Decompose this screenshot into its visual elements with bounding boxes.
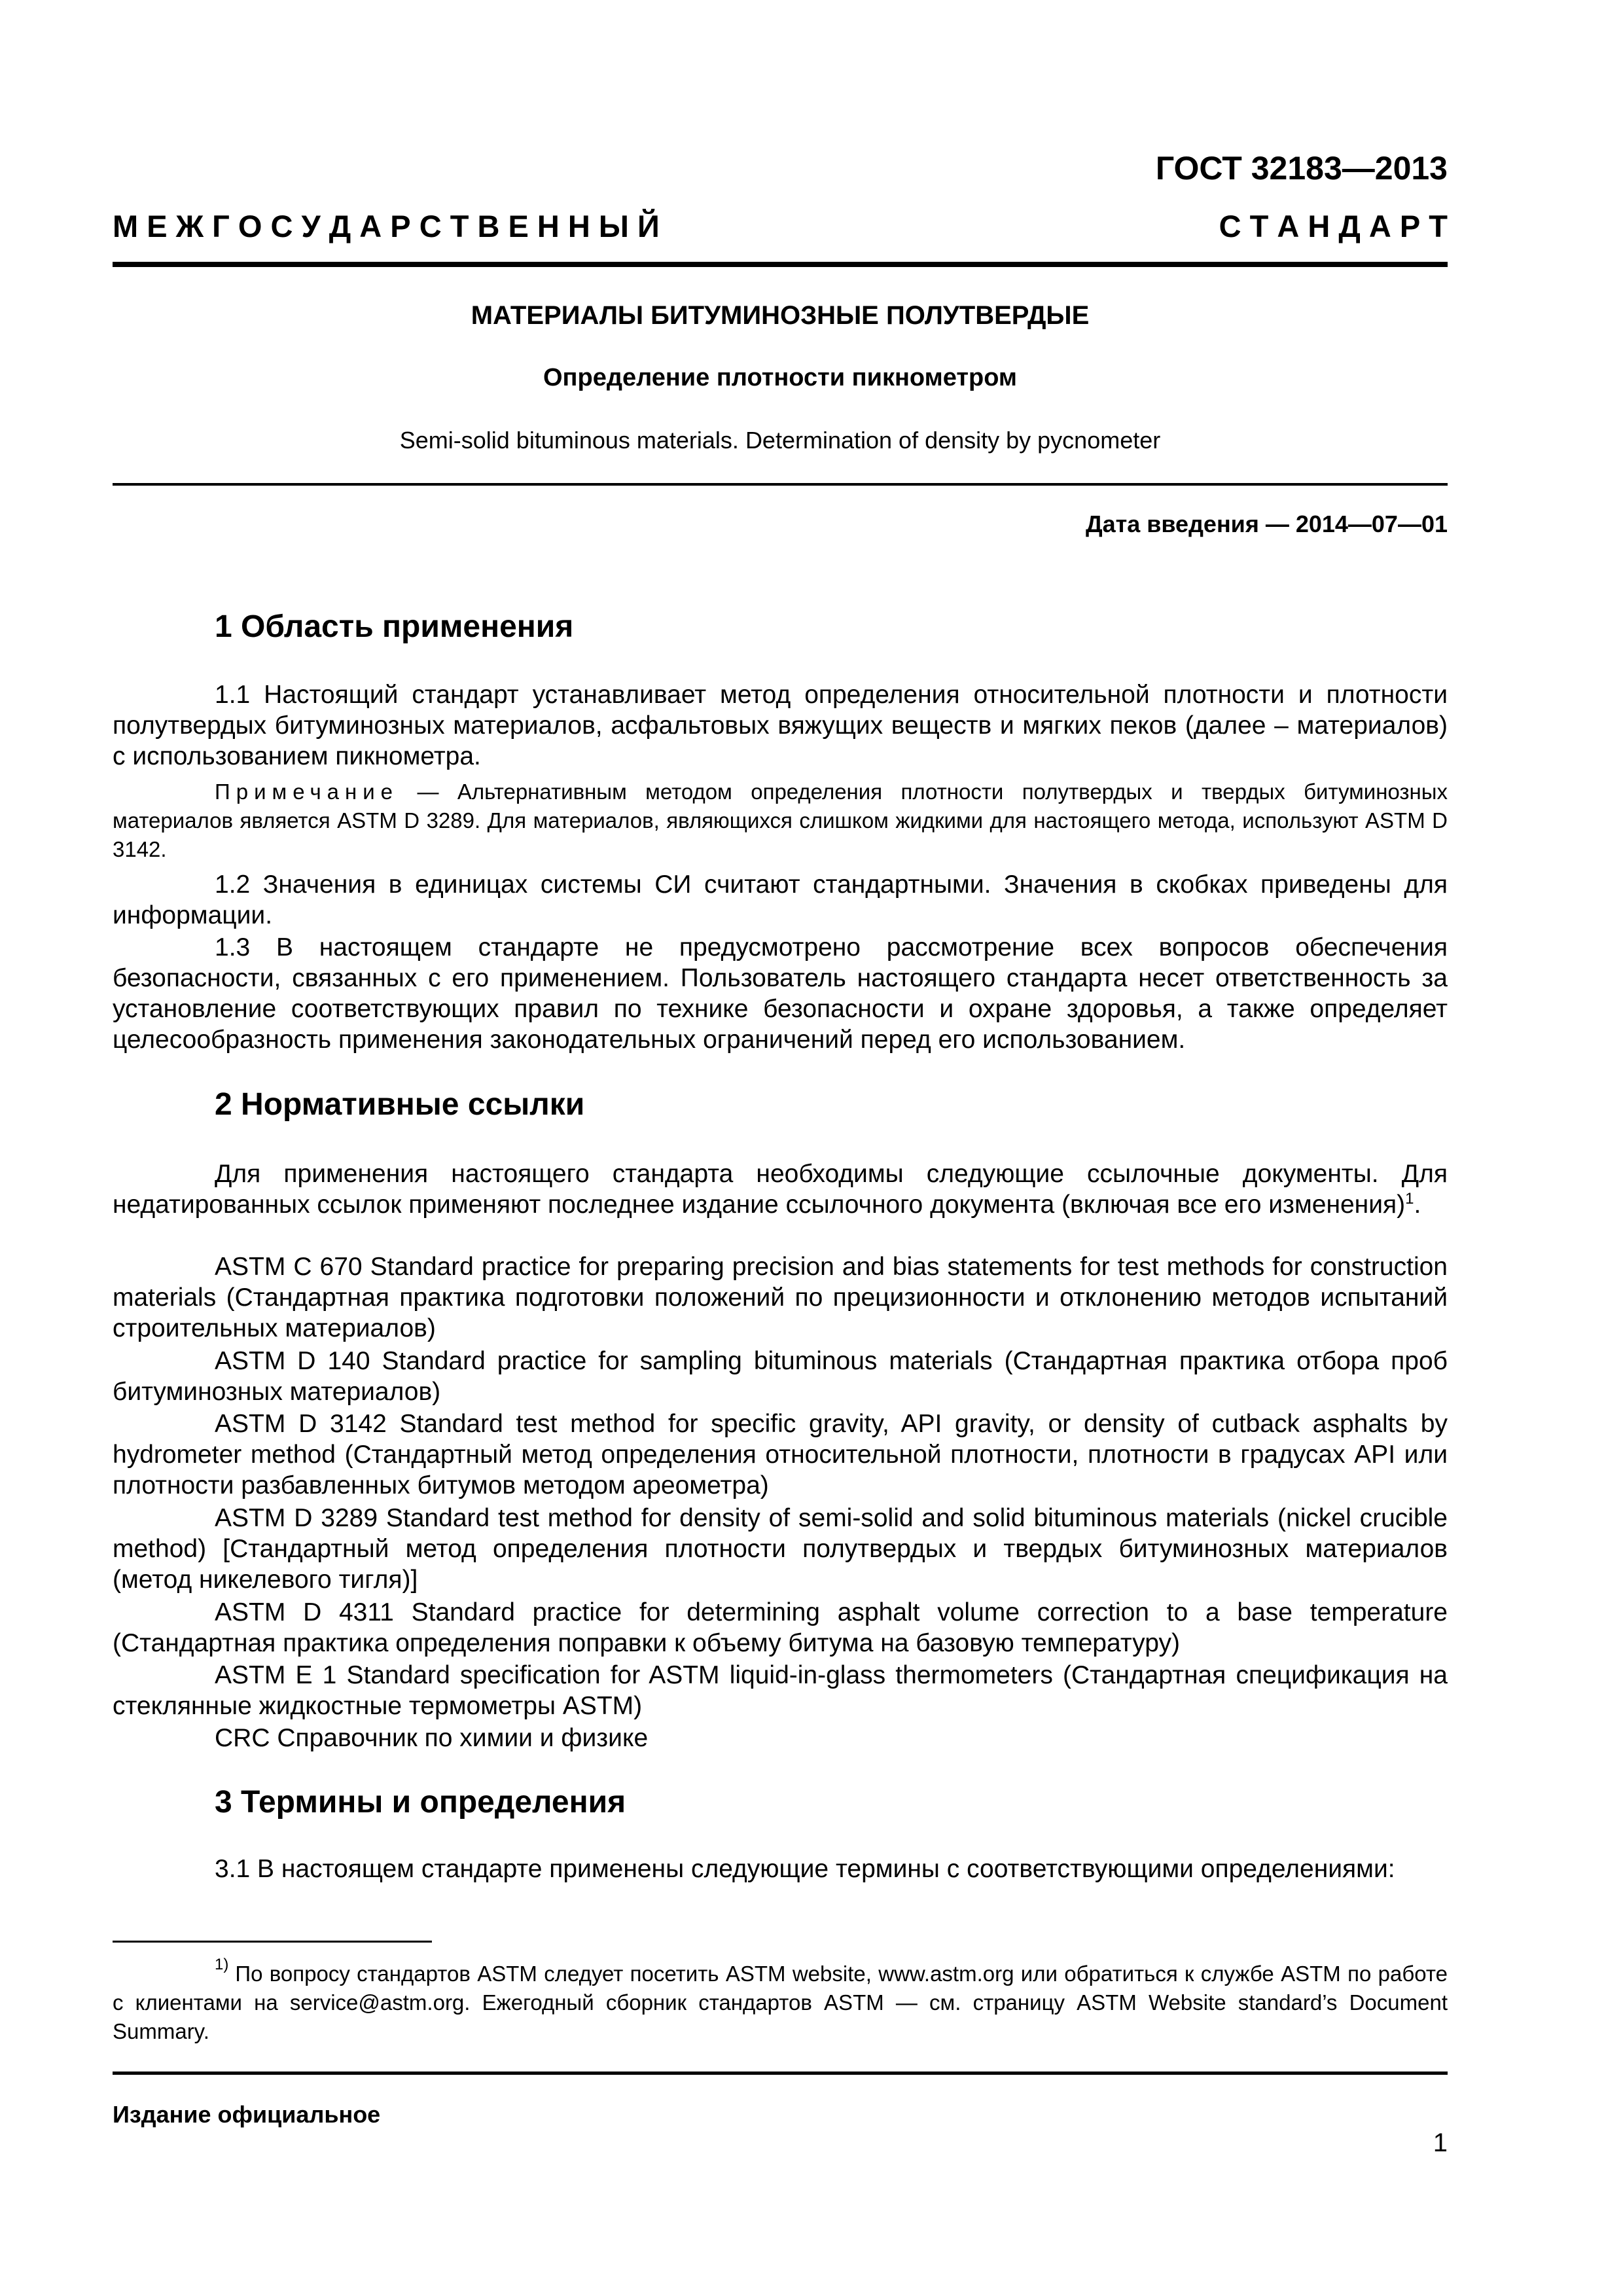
- reference-astm-c670: ASTM C 670 Standard practice for preparing precision and bias statements for test methods for construction materials (Стандартная практика подготовки положений по прецизионности и отклонению методов испытаний строительных материалов): [113, 1253, 1448, 1342]
- reference-astm-e1: ASTM E 1 Standard specification for ASTM liquid-in-glass thermometers (Стандартная спецификация на стеклянные жидкостные термометры ASTM): [113, 1661, 1448, 1720]
- footnote-reference: 1: [1405, 1190, 1414, 1208]
- standard-type-word-interstate: М Е Ж Г О С У Д А Р С Т В Е Н Н Ы Й: [113, 209, 660, 243]
- gost-number: ГОСТ 32183—2013: [1155, 150, 1448, 187]
- document-title-english: Semi-solid bituminous materials. Determination of density by pycnometer: [399, 427, 1161, 454]
- reference-astm-d4311: ASTM D 4311 Standard practice for determining asphalt volume correction to a base temperature (Стандартная практика определения поправки к объему битума на базовую температуру): [113, 1598, 1448, 1657]
- introduction-date: Дата введения — 2014—07—01: [1085, 511, 1448, 537]
- footnote-separator: [113, 1941, 432, 1943]
- paragraph-1-2: 1.2 Значения в единицах системы СИ считают стандартными. Значения в скобках приведены для информации.: [113, 870, 1448, 929]
- section-2-intro-end: .: [1414, 1191, 1421, 1219]
- reference-astm-d3289: ASTM D 3289 Standard test method for density of semi-solid and solid bituminous materials (nickel crucible method) [Стандартный метод определения плотности полутвердых и твердых битуминозных материалов (метод никелевого тигля)]: [113, 1504, 1448, 1594]
- footer-rule: [113, 2072, 1448, 2075]
- section-2-intro: [113, 1158, 1448, 1220]
- footnote-marker: 1): [215, 1956, 229, 1973]
- official-edition-label: Издание официальное: [113, 2101, 381, 2128]
- reference-astm-d3142: ASTM D 3142 Standard test method for specific gravity, API gravity, or density of cutback asphalts by hydrometer method (Стандартный метод определения относительной плотности, плотности в градусах API или плотности разбавленных битумов методом ареометра): [113, 1410, 1448, 1499]
- footnote-text: По вопросу стандартов ASTM следует посетить ASTM website, www.astm.org или обратиться к службе ASTM по работе с клиентами на service@astm.org. Ежегодный сборник стандартов ASTM — см. страницу ASTM Website standard’s Document Summary.: [113, 1962, 1448, 2043]
- note-paragraph: [113, 778, 1448, 864]
- section-2-heading: 2 Нормативные ссылки: [215, 1087, 585, 1122]
- title-rule: [113, 483, 1448, 486]
- note-text: — Альтернативным методом определения плотности полутвердых и твердых битуминозных материалов является ASTM D 3289. Для материалов, являющихся слишком жидкими для настоящего метода, используют ASTM D 3142.: [113, 780, 1448, 861]
- section-3-heading: 3 Термины и определения: [215, 1785, 626, 1820]
- footnote: [113, 1950, 1448, 2046]
- standard-type-heading: [113, 208, 1448, 244]
- paragraph-1-3: 1.3 В настоящем стандарте не предусмотрено рассмотрение всех вопросов обеспечения безопасности, связанных с его применением. Пользователь настоящего стандарта несет ответственность за установление соответствующих правил по технике безопасности и охране здоровья, а также определяет целесообразность применения законодательных ограничений перед его использованием.: [113, 933, 1448, 1054]
- header-rule-thick: [113, 262, 1448, 267]
- paragraph-3-1: 3.1 В настоящем стандарте применены следующие термины с соответствующими определениями:: [215, 1855, 1395, 1883]
- document-title: МАТЕРИАЛЫ БИТУМИНОЗНЫЕ ПОЛУТВЕРДЫЕ: [471, 301, 1090, 330]
- section-1-heading: 1 Область применения: [215, 609, 574, 644]
- document-subtitle: Определение плотности пикнометром: [543, 364, 1018, 391]
- standard-type-word-standard: С Т А Н Д А Р Т: [1219, 209, 1448, 243]
- note-label: Примечание: [215, 780, 399, 804]
- page-number: 1: [1433, 2128, 1448, 2157]
- reference-crc-handbook: CRC Справочник по химии и физике: [215, 1724, 649, 1752]
- reference-astm-d140: ASTM D 140 Standard practice for sampling bituminous materials (Стандартная практика отбора проб битуминозных материалов): [113, 1347, 1448, 1406]
- section-2-intro-text: Для применения настоящего стандарта необходимы следующие ссылочные документы. Для недатированных ссылок применяют последнее издание ссылочного документа (включая все его изменения): [113, 1160, 1448, 1219]
- paragraph-1-1: 1.1 Настоящий стандарт устанавливает метод определения относительной плотности и плотности полутвердых битуминозных материалов, асфальтовых вяжущих веществ и мягких пеков (далее – материалов) с использованием пикнометра.: [113, 681, 1448, 770]
